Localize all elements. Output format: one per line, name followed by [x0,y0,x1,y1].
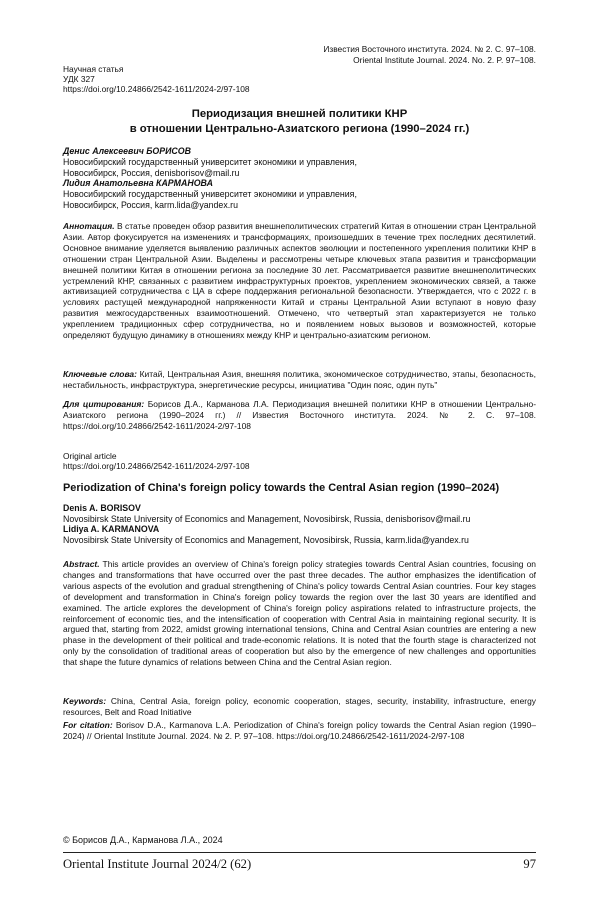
citation-label-ru: Для цитирования: [63,399,145,409]
author-affiliation-ru: Новосибирский государственный университет экономики и управления, [63,189,357,200]
authors-ru [63,146,536,211]
citation-ru [63,399,536,432]
author-affiliation-ru: Новосибирский государственный университет экономики и управления, [63,156,357,167]
author-affiliation-en: Novosibirsk State University of Economics and Management, Novosibirsk, Russia, karm.lida@yandex.ru [63,534,469,545]
article-title-ru-line2: в отношении Центрально-Азиатского региона (1990–2024 гг.) [129,123,470,136]
journal-header [323,44,536,65]
article-meta-ru [63,64,250,95]
journal-header-en: Oriental Institute Journal. 2024. No. 2. P. 97–108. [353,54,536,65]
article-title-ru-line1: Периодизация внешней политики КНР [191,108,408,120]
author-name-en: Lidiya A. KARMANOVA [63,524,160,535]
abstract-text-en: This article provides an overview of China's foreign policy strategies towards Central Asian countries, focusing on changes and transformations that have occurred over the past three decades. The author emphasizes the identification of various aspects of the evolution and gradual strengthening of China's policy towards Central Asian countries. Four key stages of development and transformation in China's foreign policy towards the region over the last 30 years are identified and examined. The article explores the development of China's foreign policy aspirations related to infrastructure projects, the reinforcement of economic ties, and the intensification of cooperation with Central Asia in maintaining regional security. It is argued that, starting from 2022, amidst growing international tensions, China and Central Asian countries are entering a new phase in the development of their political and trade-economic relations. It is noted that the fourth stage is characterized not only by the consolidation of traditional areas of cooperation but also by the emergence of new challenges and opportunities that shape the future dynamics of relations between China and the Central Asian region. [63,559,536,668]
article-type-ru: Научная статья [63,64,124,74]
abstract-label-ru: Аннотация. [63,221,115,231]
keywords-label-en: Keywords: [63,696,107,706]
footer-journal-name: Oriental Institute Journal 2024/2 (62) [63,857,252,871]
udc-code: УДК 327 [63,74,95,85]
citation-text-en: Borisov D.A., Karmanova L.A. Periodization of China's foreign policy towards the Central Asian region (1990–2024) // Oriental Institute Journal. 2024. № 2. P. 97–108. https://doi.org/10.24866/2542-1611/2024-2/97-108 [63,720,536,741]
author-name-ru: Лидия Анатольевна КАРМАНОВА [63,178,213,189]
abstract-text-ru: В статье проведен обзор развития внешнеполитических стратегий Китая в отношении стран Центральной Азии. Автор фокусируется на изменениях и трансформациях, произошедших в течение трех последних десятилетий. Основное внимание уделяется выявлению различных аспектов эволюции и постепенного укрепления политики КНР в отношении стран Центральной Азии. Выделены и рассмотрены четыре ключевых этапа развития и трансформации внешней политики Китая в отношении региона за последние 30 лет. Рассматривается развитие внешнеполитических устремлений КНР, связанных с развитием инфраструктурных проектов, укреплением экономических связей, а также активизацией сотрудничества с ЦА в сфере поддержания региональной безопасности. Утверждается, что с 2022 г. в условиях растущей международной напряженности Китай и страны Центральной Азии вступают в новую фазу развития межгосударственных взаимоотношений. Отмечено, что четвертый этап характеризуется не только укреплением традиционных сфер сотрудничества, но и появлением новых вызовов и возможностей, которые определяют будущую динамику в отношениях между КНР и центрально-азиатским регионом. [63,221,536,341]
citation-label-en: For citation: [63,720,113,730]
citation-en [63,720,536,742]
keywords-text-ru: Китай, Центральная Азия, внешняя политика, экономическое сотрудничество, этапы, безопасность, нестабильность, инфраструктура, энергетические ресурсы, инициатива "Один пояс, один путь" [63,369,536,390]
copyright-notice: © Борисов Д.А., Карманова Л.А., 2024 [63,835,223,845]
keywords-label-ru: Ключевые слова: [63,369,137,379]
abstract-en [63,559,536,668]
author-affiliation-en: Novosibirsk State University of Economics and Management, Novosibirsk, Russia, denisborisov@mail.ru [63,513,471,524]
author-location-email-ru: Новосибирск, Россия, denisborisov@mail.ru [63,167,240,178]
page-number: 97 [523,857,536,871]
author-name-ru: Денис Алексеевич БОРИСОВ [63,146,191,156]
article-type-en: Original article [63,451,117,461]
journal-header-ru: Известия Восточного института. 2024. № 2. С. 97–108. [323,44,536,54]
author-name-en: Denis A. BORISOV [63,503,141,513]
article-title-en: Periodization of China's foreign policy towards the Central Asian region (1990–2024) [63,482,500,494]
abstract-label-en: Abstract. [63,559,100,569]
keywords-en [63,696,536,718]
keywords-ru [63,369,536,391]
article-title-ru [63,107,536,137]
abstract-ru [63,221,536,341]
authors-en [63,503,536,545]
doi-link-ru[interactable]: https://doi.org/10.24866/2542-1611/2024-2/97-108 [63,84,250,95]
author-location-email-ru: Новосибирск, Россия, karm.lida@yandex.ru [63,199,238,210]
doi-link-en[interactable]: https://doi.org/10.24866/2542-1611/2024-2/97-108 [63,461,250,472]
footer-divider [63,852,536,853]
citation-text-ru: Борисов Д.А., Карманова Л.А. Периодизация внешней политики КНР в отношении Центрально-Азиатского региона (1990–2024 гг.) // Известия Восточного института. 2024. № 2. С. 97–108. https://doi.org/10.24866/2542-1611/2024-2/97-108 [63,399,536,431]
article-meta-en [63,451,250,471]
keywords-text-en: China, Central Asia, foreign policy, economic cooperation, stages, security, instability, infrastructure, energy resources, Belt and Road Initiative [63,696,536,717]
